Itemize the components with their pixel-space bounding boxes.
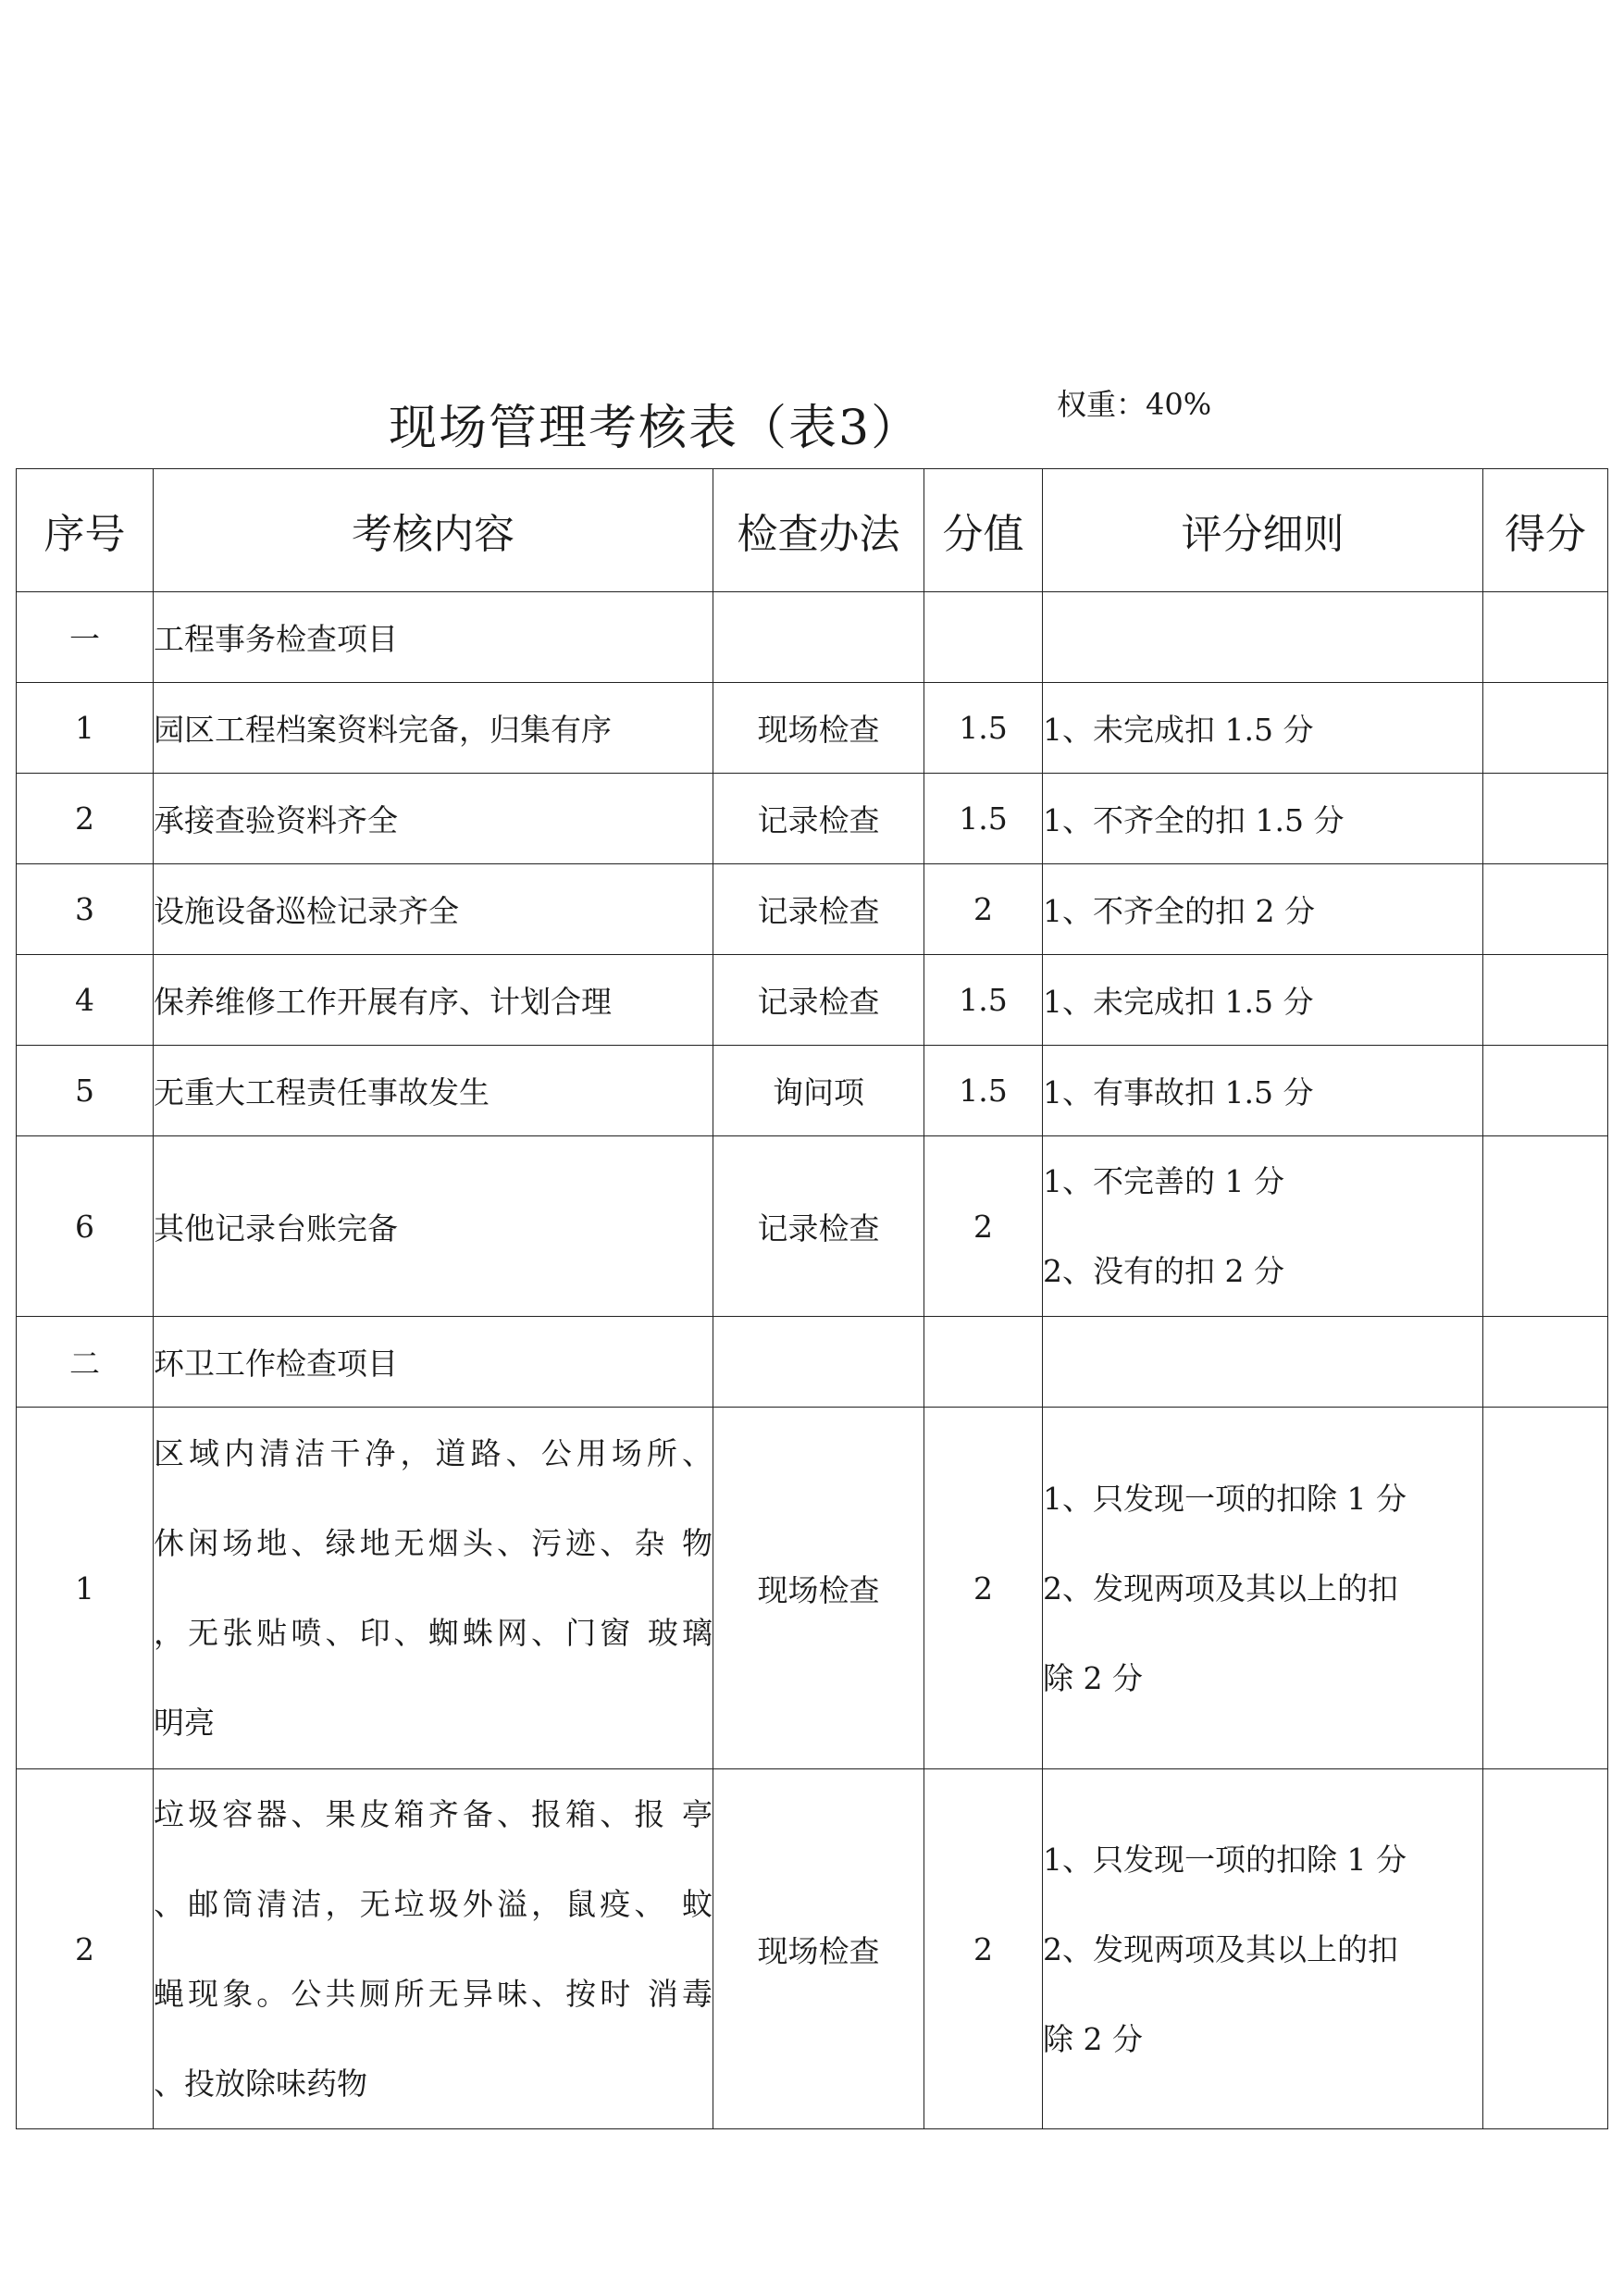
- section-result-cell: [1483, 1317, 1608, 1408]
- header-result: 得分: [1483, 469, 1608, 592]
- row-score: 1.5: [924, 955, 1043, 1046]
- row-result[interactable]: [1483, 1136, 1608, 1317]
- row-rules: [1043, 1408, 1483, 1769]
- rule-line: 1、不完善的 1 分: [1043, 1163, 1284, 1199]
- row-score: 2: [924, 1408, 1043, 1769]
- row-content: 保养维修工作开展有序、计划合理: [154, 955, 713, 1046]
- header-row: [17, 469, 1608, 592]
- row-content: 设施设备巡检记录齐全: [154, 864, 713, 955]
- section-result-cell: [1483, 592, 1608, 683]
- rule-line: 2、发现两项及其以上的扣: [1043, 1930, 1398, 1967]
- row-rules: [1043, 1136, 1483, 1317]
- section-title: 工程事务检查项目: [154, 592, 713, 683]
- document-title: 现场管理考核表（表3）: [389, 401, 922, 456]
- row-result[interactable]: [1483, 683, 1608, 774]
- assessment-table: [16, 468, 1608, 2129]
- table-row: [17, 1136, 1608, 1317]
- header-method: 检查办法: [713, 469, 924, 592]
- weight-label: 权重：40%: [1057, 387, 1212, 422]
- row-content: 园区工程档案资料完备，归集有序: [154, 683, 713, 774]
- rule-line: 1、只发现一项的扣除 1 分: [1043, 1480, 1407, 1517]
- header-rules: 评分细则: [1043, 469, 1483, 592]
- row-method: 现场检查: [713, 1769, 924, 2129]
- row-seq: 2: [17, 774, 154, 864]
- row-seq: 1: [17, 1408, 154, 1769]
- table-row: [17, 1769, 1608, 2129]
- content-line: 、邮筒清洁，无垃圾外溢，鼠疫、 蚊: [154, 1886, 713, 1922]
- row-method: 现场检查: [713, 1408, 924, 1769]
- table-row: [17, 774, 1608, 864]
- row-seq: 3: [17, 864, 154, 955]
- table-row: [17, 1408, 1608, 1769]
- row-rules: 1、有事故扣 1.5 分: [1043, 1046, 1483, 1136]
- section-rules-cell: [1043, 592, 1483, 683]
- row-result[interactable]: [1483, 955, 1608, 1046]
- row-content: 承接查验资料齐全: [154, 774, 713, 864]
- row-content: 无重大工程责任事故发生: [154, 1046, 713, 1136]
- rule-line: 1、只发现一项的扣除 1 分: [1043, 1841, 1407, 1878]
- table-row: [17, 1046, 1608, 1136]
- row-seq: 1: [17, 683, 154, 774]
- header-content: 考核内容: [154, 469, 713, 592]
- rule-line: 2、发现两项及其以上的扣: [1043, 1569, 1398, 1606]
- content-line: 休闲场地、绿地无烟头、污迹、杂 物: [154, 1525, 713, 1561]
- row-method: 记录检查: [713, 864, 924, 955]
- section-row: [17, 1317, 1608, 1408]
- content-line: 区域内清洁干净，道路、公用场所、: [154, 1435, 713, 1471]
- header-score: 分值: [924, 469, 1043, 592]
- row-result[interactable]: [1483, 864, 1608, 955]
- row-rules: 1、不齐全的扣 1.5 分: [1043, 774, 1483, 864]
- content-line: ，无张贴喷、印、蜘蛛网、门窗 玻璃: [154, 1615, 713, 1651]
- row-seq: 6: [17, 1136, 154, 1317]
- rule-line: 2、没有的扣 2 分: [1043, 1253, 1284, 1289]
- row-score: 2: [924, 1769, 1043, 2129]
- table-row: [17, 955, 1608, 1046]
- row-content: [154, 1769, 713, 2129]
- row-seq: 2: [17, 1769, 154, 2129]
- row-score: 2: [924, 864, 1043, 955]
- section-row: [17, 592, 1608, 683]
- section-score-cell: [924, 1317, 1043, 1408]
- row-seq: 4: [17, 955, 154, 1046]
- content-line: 、投放除味药物: [154, 2066, 367, 2102]
- section-score-cell: [924, 592, 1043, 683]
- rule-line: 除 2 分: [1043, 1659, 1143, 1696]
- section-rules-cell: [1043, 1317, 1483, 1408]
- row-rules: 1、未完成扣 1.5 分: [1043, 683, 1483, 774]
- row-result[interactable]: [1483, 1046, 1608, 1136]
- row-score: 1.5: [924, 774, 1043, 864]
- row-method: 现场检查: [713, 683, 924, 774]
- section-method-cell: [713, 592, 924, 683]
- rule-line: 除 2 分: [1043, 2020, 1143, 2057]
- row-result[interactable]: [1483, 1408, 1608, 1769]
- row-result[interactable]: [1483, 1769, 1608, 2129]
- section-seq: 二: [17, 1317, 154, 1408]
- row-rules: 1、不齐全的扣 2 分: [1043, 864, 1483, 955]
- row-content: [154, 1408, 713, 1769]
- row-rules: 1、未完成扣 1.5 分: [1043, 955, 1483, 1046]
- table-row: [17, 864, 1608, 955]
- row-score: 2: [924, 1136, 1043, 1317]
- row-content: 其他记录台账完备: [154, 1136, 713, 1317]
- row-method: 记录检查: [713, 955, 924, 1046]
- section-seq: 一: [17, 592, 154, 683]
- row-method: 记录检查: [713, 1136, 924, 1317]
- row-method: 询问项: [713, 1046, 924, 1136]
- content-line: 蝇现象。公共厕所无异味、按时 消毒: [154, 1976, 713, 2012]
- section-title: 环卫工作检查项目: [154, 1317, 713, 1408]
- row-score: 1.5: [924, 1046, 1043, 1136]
- table-row: [17, 683, 1608, 774]
- row-method: 记录检查: [713, 774, 924, 864]
- content-line: 明亮: [154, 1705, 215, 1741]
- row-rules: [1043, 1769, 1483, 2129]
- row-score: 1.5: [924, 683, 1043, 774]
- row-result[interactable]: [1483, 774, 1608, 864]
- section-method-cell: [713, 1317, 924, 1408]
- header-seq: 序号: [17, 469, 154, 592]
- row-seq: 5: [17, 1046, 154, 1136]
- content-line: 垃圾容器、果皮箱齐备、报箱、报 亭: [154, 1796, 713, 1832]
